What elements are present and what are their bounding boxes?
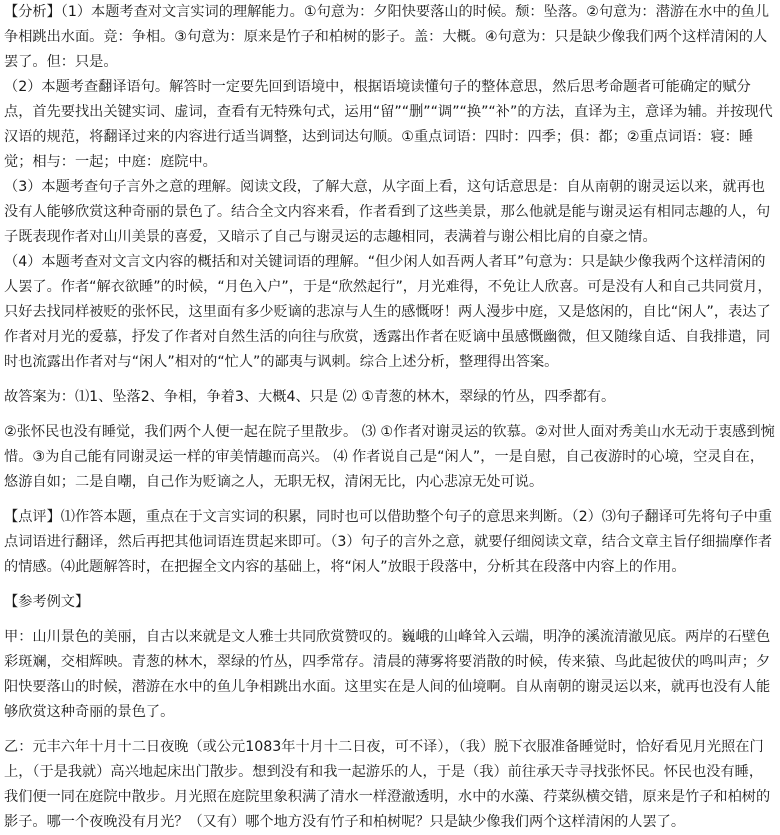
spacer bbox=[4, 615, 776, 625]
spacer bbox=[4, 375, 776, 385]
spacer bbox=[4, 725, 776, 735]
spacer bbox=[4, 410, 776, 420]
analysis-paragraph-1: 【分析】（1）本题考查对文言实词的理解能力。①句意为：夕阳快要落山的时候。颓：坠落。②句意为：潜游在水中的鱼儿争相跳出水面。竞：争相。③句意为：原来是竹子和柏树的影子。盖：大概。④句意为：只是缺少像我们两个这样清闲的人罢了。但：只是。 bbox=[4, 4, 770, 70]
comment-paragraph: 【点评】⑴作答本题，重点在于文言实词的积累，同时也可以借助整个句子的意思来判断。（2）⑶句子翻译可先将句子中重点词语进行翻译，然后再把其他词语连贯起来即可。（3）句子的言外之意，就要仔细阅读文章，结合文章主旨仔细揣摩作者的情感。⑷此题解答时，在把握全文内容的基础上，将“闲人”放眼于段落中，分析其在段落中内容上的作用。 bbox=[4, 509, 773, 575]
spacer bbox=[4, 495, 776, 505]
answer-paragraph-1: 故答案为：⑴1、坠落2、争相，争着3、大概4、只是 ⑵ ①青葱的林木，翠绿的竹丛，四季都有。 bbox=[4, 389, 616, 405]
reference-yi: 乙：元丰六年十月十二日夜晚（或公元1083年十月十二日夜，可不译），（我）脱下衣服准备睡觉时，恰好看见月光照在门上，（于是我就）高兴地起床出门散步。想到没有和我一起游乐的人，于是（我）前往承天寺寻找张怀民。怀民也没有睡，我们便一同在庭院中散步。月光照在庭院里象积满了清水一样澄澈透明，水中的水藻、荇菜纵横交错，原来是竹子和柏树的影子。哪一个夜晚没有月光？（又有）哪个地方没有竹子和柏树呢？只是缺少像我们两个这样清闲的人罢了。 bbox=[4, 739, 771, 830]
reference-heading: 【参考例文】 bbox=[4, 594, 90, 610]
analysis-paragraph-4: （4）本题考查对文言文内容的概括和对关键词语的理解。“但少闲人如吾两人者耳”句意为：只是缺少像我两个这样清闲的人罢了。作者“解衣欲睡”的时候，“月色入户”，于是“欣然起行”，月光难得，不免让人欣喜。可是没有人和自己共同赏月，只好去找同样被贬的张怀民，这里面有多少贬谪的悲凉与人生的感慨呀！两人漫步中庭，又是悠闲的，自比“闲人”，表达了作者对月光的爱慕，抒发了作者对自然生活的向往与欣赏，透露出作者在贬谪中虽感慨幽微，但又随缘自适、自我排遣，同时也流露出作者对与“闲人”相对的“忙人”的鄙夷与讽刺。综合上述分析，整理得出答案。 bbox=[4, 254, 772, 370]
reference-jia: 甲：山川景色的美丽，自古以来就是文人雅士共同欣赏赞叹的。巍峨的山峰耸入云端，明净的溪流清澈见底。两岸的石壁色彩斑斓，交相辉映。青葱的林木，翠绿的竹丛，四季常存。清晨的薄雾将要消散的时候，传来猿、鸟此起彼伏的鸣叫声；夕阳快要落山的时候，潜游在水中的鱼儿争相跳出水面。这里实在是人间的仙境啊。自从南朝的谢灵运以来，就再也没有人能够欣赏这种奇丽的景色了。 bbox=[4, 629, 771, 720]
answer-paragraph-2: ②张怀民也没有睡觉，我们两个人便一起在院子里散步。 ⑶ ①作者对谢灵运的钦慕。②对世人面对秀美山水无动于衷感到惋惜。③为自己能有同谢灵运一样的审美情趣而高兴。 ⑷ 作者说自己是“闲人”，一是自慰，自己夜游时的心境，空灵自在，悠游自如；二是自嘲，自己作为贬谪之人，无职无权，清闲无比，内心悲凉无处可说。 bbox=[4, 424, 775, 490]
spacer bbox=[4, 580, 776, 590]
analysis-paragraph-3: （3）本题考查句子言外之意的理解。阅读文段，了解大意，从字面上看，这句话意思是：自从南朝的谢灵运以来，就再也没有人能够欣赏这种奇丽的景色了。结合全文内容来看，作者看到了这些美景，那么他就是能与谢灵运有相同志趣的人，句子既表现作者对山川美景的喜爱，又暗示了自己与谢灵运的志趣相同，表满着与谢公相比肩的自豪之情。 bbox=[4, 179, 771, 245]
analysis-paragraph-2: （2）本题考查翻译语句。解答时一定要先回到语境中，根据语境读懂句子的整体意思，然后思考命题者可能确定的赋分点，首先要找出关键实词、虚词，查看有无特殊句式，运用“留”“删”“调”“换”“补”的方法，直译为主，意译为辅。并按现代汉语的规范，将翻译过来的内容进行适当调整，达到词达句顺。①重点词语：四时：四季；俱：都；②重点词语：寝：睡觉；相与：一起；中庭：庭院中。 bbox=[4, 79, 773, 170]
